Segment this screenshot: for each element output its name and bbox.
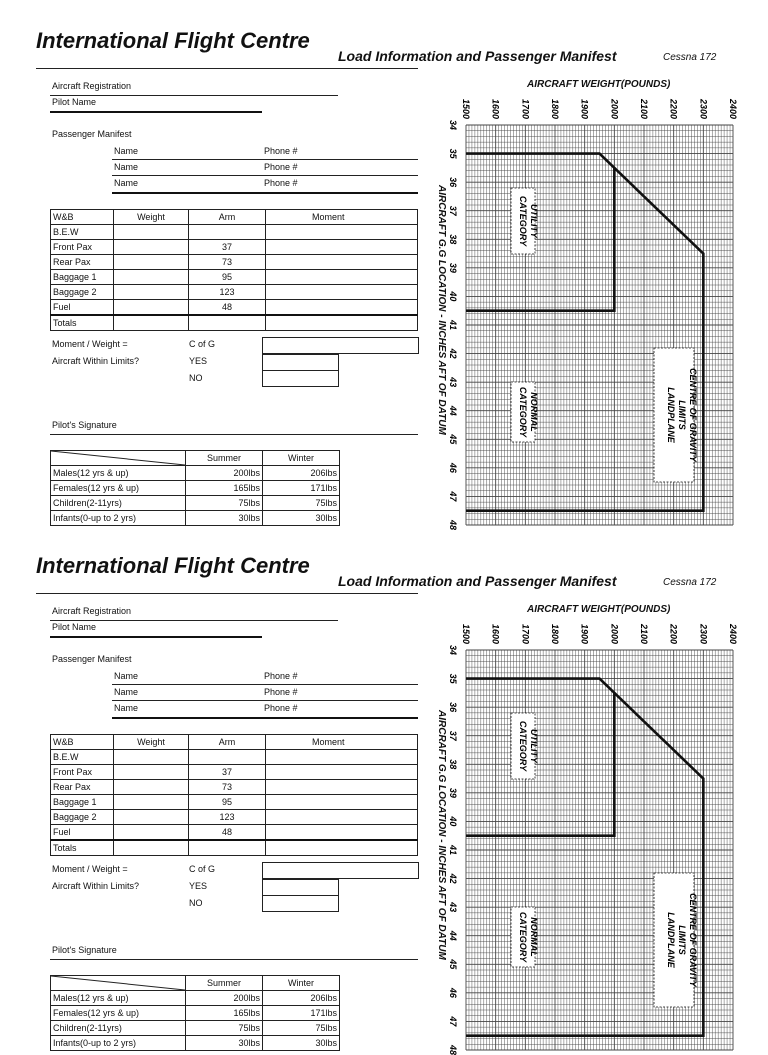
wb-weight-cell[interactable]: [114, 300, 189, 316]
y-tick-label: 38: [448, 234, 458, 245]
wb-weight-cell[interactable]: [114, 270, 189, 285]
org-title: International Flight Centre: [36, 28, 310, 53]
pilot-name-label: Pilot Name: [52, 622, 97, 632]
wb-weight-cell[interactable]: [114, 285, 189, 300]
wb-moment-cell[interactable]: [266, 225, 418, 240]
y-tick-label: 34: [448, 120, 458, 131]
wb-weight-cell[interactable]: [114, 750, 189, 765]
people-winter: 206lbs: [263, 991, 340, 1006]
wb-moment-cell[interactable]: [266, 840, 418, 856]
x-tick-label: 2200: [668, 99, 679, 120]
within-limits-label: Aircraft Within Limits?: [52, 356, 140, 366]
x-tick-label: 1800: [550, 99, 560, 120]
no-label: NO: [189, 898, 203, 908]
y-tick-label: 48: [448, 520, 458, 530]
y-tick-label: 41: [448, 320, 458, 331]
diagonal-line: [51, 976, 185, 990]
cg-limits-label: CENTRE OF GRAVITY: [688, 368, 698, 462]
people-label: Males(12 yrs & up): [51, 466, 186, 481]
no-checkbox[interactable]: [262, 895, 339, 912]
cg-limits-label: LANDPLANE: [666, 387, 676, 443]
y-tick-label: 40: [448, 291, 458, 302]
people-summer: 200lbs: [186, 466, 263, 481]
wb-moment-cell[interactable]: [266, 750, 418, 765]
y-tick-label: 45: [448, 434, 458, 445]
wb-header: W&B: [51, 210, 114, 225]
diagonal-corner-cell: [51, 976, 186, 991]
moment-weight-label: Moment / Weight =: [52, 339, 128, 349]
y-tick-label: 42: [448, 873, 458, 884]
form-subtitle: Load Information and Passenger Manifest: [338, 48, 617, 64]
y-tick-label: 37: [448, 730, 458, 741]
chart-ylabel: AIRCRAFT G.G LOCATION - INCHES AFT OF DATUM: [436, 185, 447, 435]
passenger-phone-label: Phone #: [264, 178, 298, 188]
people-winter: 75lbs: [263, 1021, 340, 1036]
wb-row: [51, 825, 418, 841]
passenger-name-label: Name: [114, 671, 139, 681]
chart-title: AIRCRAFT WEIGHT(POUNDS): [527, 604, 671, 615]
manifest-sheet-2: [0, 525, 768, 1055]
y-tick-label: 38: [448, 759, 458, 770]
passenger-manifest-label: Passenger Manifest: [52, 129, 132, 139]
wb-item: Rear Pax: [51, 255, 114, 270]
no-checkbox[interactable]: [262, 370, 339, 387]
signature-label: Pilot's Signature: [52, 945, 117, 955]
wb-moment-cell[interactable]: [266, 255, 418, 270]
passenger-phone-label: Phone #: [264, 162, 298, 172]
y-tick-label: 47: [448, 491, 458, 502]
x-tick-label: 1700: [520, 99, 531, 120]
wb-header: Arm: [189, 735, 266, 750]
wb-item: Totals: [51, 315, 114, 331]
cg-limits-label: LIMITS: [677, 925, 687, 955]
people-row: [51, 511, 340, 526]
y-tick-label: 35: [448, 148, 458, 159]
wb-weight-cell[interactable]: [114, 780, 189, 795]
wb-moment-cell[interactable]: [266, 810, 418, 825]
wb-item: Rear Pax: [51, 780, 114, 795]
y-tick-label: 36: [448, 177, 458, 188]
wb-arm: 37: [189, 765, 266, 780]
wb-item: Totals: [51, 840, 114, 856]
utility-category-label: UTILITY: [529, 204, 539, 238]
y-tick-label: 46: [448, 987, 458, 998]
y-tick-label: 39: [448, 262, 458, 273]
wb-item: B.E.W: [51, 225, 114, 240]
wb-arm: 123: [189, 285, 266, 300]
people-winter: 75lbs: [263, 496, 340, 511]
wb-weight-cell[interactable]: [114, 240, 189, 255]
people-row: [51, 481, 340, 496]
cg-limits-label: CENTRE OF GRAVITY: [688, 893, 698, 987]
wb-item: B.E.W: [51, 750, 114, 765]
y-tick-label: 41: [448, 845, 458, 856]
people-label: Females(12 yrs & up): [51, 481, 186, 496]
people-label: Females(12 yrs & up): [51, 1006, 186, 1021]
wb-moment-cell[interactable]: [266, 240, 418, 255]
people-header-summer: Summer: [186, 451, 263, 466]
x-tick-label: 1700: [520, 624, 531, 645]
x-tick-label: 2300: [698, 99, 709, 120]
wb-item: Baggage 1: [51, 795, 114, 810]
passenger-name-label: Name: [114, 146, 139, 156]
x-tick-label: 1800: [550, 624, 560, 645]
wb-header: Moment: [266, 735, 418, 750]
people-winter: 30lbs: [263, 511, 340, 526]
wb-row: [51, 780, 418, 795]
cg-envelope-chart: [440, 605, 740, 1055]
y-tick-label: 40: [448, 816, 458, 827]
people-label: Males(12 yrs & up): [51, 991, 186, 1006]
x-tick-label: 2400: [728, 624, 738, 645]
wb-moment-cell[interactable]: [266, 795, 418, 810]
normal-category-label: NORMAL: [529, 917, 539, 957]
passenger-name-label: Name: [114, 687, 139, 697]
aircraft-registration-label: Aircraft Registration: [52, 81, 132, 91]
passenger-name-label: Name: [114, 178, 139, 188]
wb-row: [51, 300, 418, 316]
standard-weights-table: [50, 975, 340, 1051]
diagonal-line: [51, 451, 185, 465]
utility-category-label: CATEGORY: [518, 720, 528, 772]
yes-label: YES: [189, 356, 208, 366]
people-header-winter: Winter: [263, 451, 340, 466]
weight-balance-table: [50, 734, 418, 856]
wb-item: Front Pax: [51, 765, 114, 780]
y-tick-label: 42: [448, 348, 458, 359]
moment-weight-label: Moment / Weight =: [52, 864, 128, 874]
x-tick-label: 1900: [579, 624, 590, 645]
pilot-name-label: Pilot Name: [52, 97, 97, 107]
normal-category-label: CATEGORY: [518, 386, 528, 438]
people-winter: 171lbs: [263, 481, 340, 496]
wb-arm: 48: [189, 825, 266, 841]
wb-row: [51, 225, 418, 240]
x-tick-label: 2100: [639, 624, 649, 645]
org-title: International Flight Centre: [36, 553, 310, 578]
passenger-phone-label: Phone #: [264, 146, 298, 156]
chart-ylabel: AIRCRAFT G.G LOCATION - INCHES AFT OF DATUM: [436, 710, 447, 960]
wb-row: [51, 240, 418, 255]
wb-item: Baggage 2: [51, 810, 114, 825]
wb-moment-cell[interactable]: [266, 315, 418, 331]
cg-limits-label: LANDPLANE: [666, 912, 676, 968]
wb-header: W&B: [51, 735, 114, 750]
people-header-summer: Summer: [186, 976, 263, 991]
y-tick-label: 48: [448, 1045, 458, 1055]
cofg-label: C of G: [189, 339, 216, 349]
normal-category-label: CATEGORY: [518, 911, 528, 963]
weight-balance-table: [50, 209, 418, 331]
wb-totals-row: [51, 840, 418, 856]
normal-category-label: NORMAL: [529, 392, 539, 432]
wb-header: Arm: [189, 210, 266, 225]
wb-item: Fuel: [51, 825, 114, 841]
people-summer: 165lbs: [186, 481, 263, 496]
wb-weight-cell[interactable]: [114, 765, 189, 780]
chart-title: AIRCRAFT WEIGHT(POUNDS): [527, 79, 671, 90]
y-tick-label: 37: [448, 205, 458, 216]
x-tick-label: 1900: [579, 99, 590, 120]
utility-category-label: UTILITY: [529, 729, 539, 763]
people-row: [51, 466, 340, 481]
x-tick-label: 2100: [639, 99, 649, 120]
people-winter: 171lbs: [263, 1006, 340, 1021]
wb-arm: 73: [189, 255, 266, 270]
x-tick-label: 2000: [609, 624, 620, 645]
wb-moment-cell[interactable]: [266, 300, 418, 316]
people-row: [51, 1006, 340, 1021]
within-limits-label: Aircraft Within Limits?: [52, 881, 140, 891]
passenger-phone-label: Phone #: [264, 703, 298, 713]
wb-item: Baggage 2: [51, 285, 114, 300]
x-tick-label: 2400: [728, 99, 738, 120]
people-label: Infants(0-up to 2 yrs): [51, 1036, 186, 1051]
wb-arm: 95: [189, 795, 266, 810]
wb-weight-cell[interactable]: [114, 315, 189, 331]
wb-arm: 48: [189, 300, 266, 316]
y-tick-label: 44: [448, 930, 458, 941]
wb-row: [51, 270, 418, 285]
wb-weight-cell[interactable]: [114, 810, 189, 825]
y-tick-label: 43: [448, 902, 458, 913]
passenger-name-label: Name: [114, 162, 139, 172]
wb-row: [51, 765, 418, 780]
x-tick-label: 1500: [461, 624, 471, 645]
cofg-field[interactable]: [262, 337, 419, 354]
wb-moment-cell[interactable]: [266, 825, 418, 841]
wb-item: Front Pax: [51, 240, 114, 255]
cg-envelope-chart: [440, 80, 740, 530]
x-tick-label: 2200: [668, 624, 679, 645]
signature-label: Pilot's Signature: [52, 420, 117, 430]
cg-limits-label: LIMITS: [677, 400, 687, 430]
wb-row: [51, 795, 418, 810]
y-tick-label: 45: [448, 959, 458, 970]
wb-row: [51, 810, 418, 825]
people-winter: 206lbs: [263, 466, 340, 481]
y-tick-label: 35: [448, 673, 458, 684]
no-label: NO: [189, 373, 203, 383]
yes-label: YES: [189, 881, 208, 891]
wb-arm: 73: [189, 780, 266, 795]
wb-weight-cell[interactable]: [114, 840, 189, 856]
people-label: Infants(0-up to 2 yrs): [51, 511, 186, 526]
people-row: [51, 1036, 340, 1051]
wb-moment-cell[interactable]: [266, 780, 418, 795]
wb-header: Moment: [266, 210, 418, 225]
diagonal-corner-cell: [51, 451, 186, 466]
people-summer: 75lbs: [186, 496, 263, 511]
people-row: [51, 496, 340, 511]
wb-row: [51, 285, 418, 300]
wb-arm: 95: [189, 270, 266, 285]
wb-arm: [189, 750, 266, 765]
cofg-label: C of G: [189, 864, 216, 874]
cofg-field[interactable]: [262, 862, 419, 879]
wb-item: Baggage 1: [51, 270, 114, 285]
wb-row: [51, 255, 418, 270]
wb-arm: 123: [189, 810, 266, 825]
utility-category-label: CATEGORY: [518, 195, 528, 247]
y-tick-label: 39: [448, 787, 458, 798]
standard-weights-table: [50, 450, 340, 526]
wb-arm: [189, 315, 266, 331]
wb-weight-cell[interactable]: [114, 795, 189, 810]
passenger-name-label: Name: [114, 703, 139, 713]
people-label: Children(2-11yrs): [51, 1021, 186, 1036]
people-summer: 200lbs: [186, 991, 263, 1006]
y-tick-label: 44: [448, 405, 458, 416]
wb-header: Weight: [114, 735, 189, 750]
people-winter: 30lbs: [263, 1036, 340, 1051]
people-summer: 30lbs: [186, 1036, 263, 1051]
y-tick-label: 47: [448, 1016, 458, 1027]
people-label: Children(2-11yrs): [51, 496, 186, 511]
wb-item: Fuel: [51, 300, 114, 316]
wb-weight-cell[interactable]: [114, 225, 189, 240]
wb-arm: [189, 225, 266, 240]
people-row: [51, 991, 340, 1006]
wb-moment-cell[interactable]: [266, 765, 418, 780]
people-header-winter: Winter: [263, 976, 340, 991]
yes-checkbox[interactable]: [262, 354, 339, 371]
x-tick-label: 2000: [609, 99, 620, 120]
form-subtitle: Load Information and Passenger Manifest: [338, 573, 617, 589]
wb-totals-row: [51, 315, 418, 331]
y-tick-label: 46: [448, 462, 458, 473]
y-tick-label: 34: [448, 645, 458, 656]
wb-arm: 37: [189, 240, 266, 255]
aircraft-model: Cessna 172: [663, 52, 717, 63]
y-tick-label: 36: [448, 702, 458, 713]
x-tick-label: 1600: [490, 624, 501, 645]
wb-arm: [189, 840, 266, 856]
people-summer: 75lbs: [186, 1021, 263, 1036]
aircraft-registration-label: Aircraft Registration: [52, 606, 132, 616]
yes-checkbox[interactable]: [262, 879, 339, 896]
y-tick-label: 43: [448, 377, 458, 388]
passenger-phone-label: Phone #: [264, 671, 298, 681]
people-summer: 30lbs: [186, 511, 263, 526]
wb-weight-cell[interactable]: [114, 825, 189, 841]
people-row: [51, 1021, 340, 1036]
passenger-manifest-label: Passenger Manifest: [52, 654, 132, 664]
wb-moment-cell[interactable]: [266, 270, 418, 285]
people-summer: 165lbs: [186, 1006, 263, 1021]
wb-moment-cell[interactable]: [266, 285, 418, 300]
wb-header: Weight: [114, 210, 189, 225]
x-tick-label: 1600: [490, 99, 501, 120]
aircraft-model: Cessna 172: [663, 577, 717, 588]
passenger-phone-label: Phone #: [264, 687, 298, 697]
wb-row: [51, 750, 418, 765]
wb-weight-cell[interactable]: [114, 255, 189, 270]
x-tick-label: 1500: [461, 99, 471, 120]
x-tick-label: 2300: [698, 624, 709, 645]
